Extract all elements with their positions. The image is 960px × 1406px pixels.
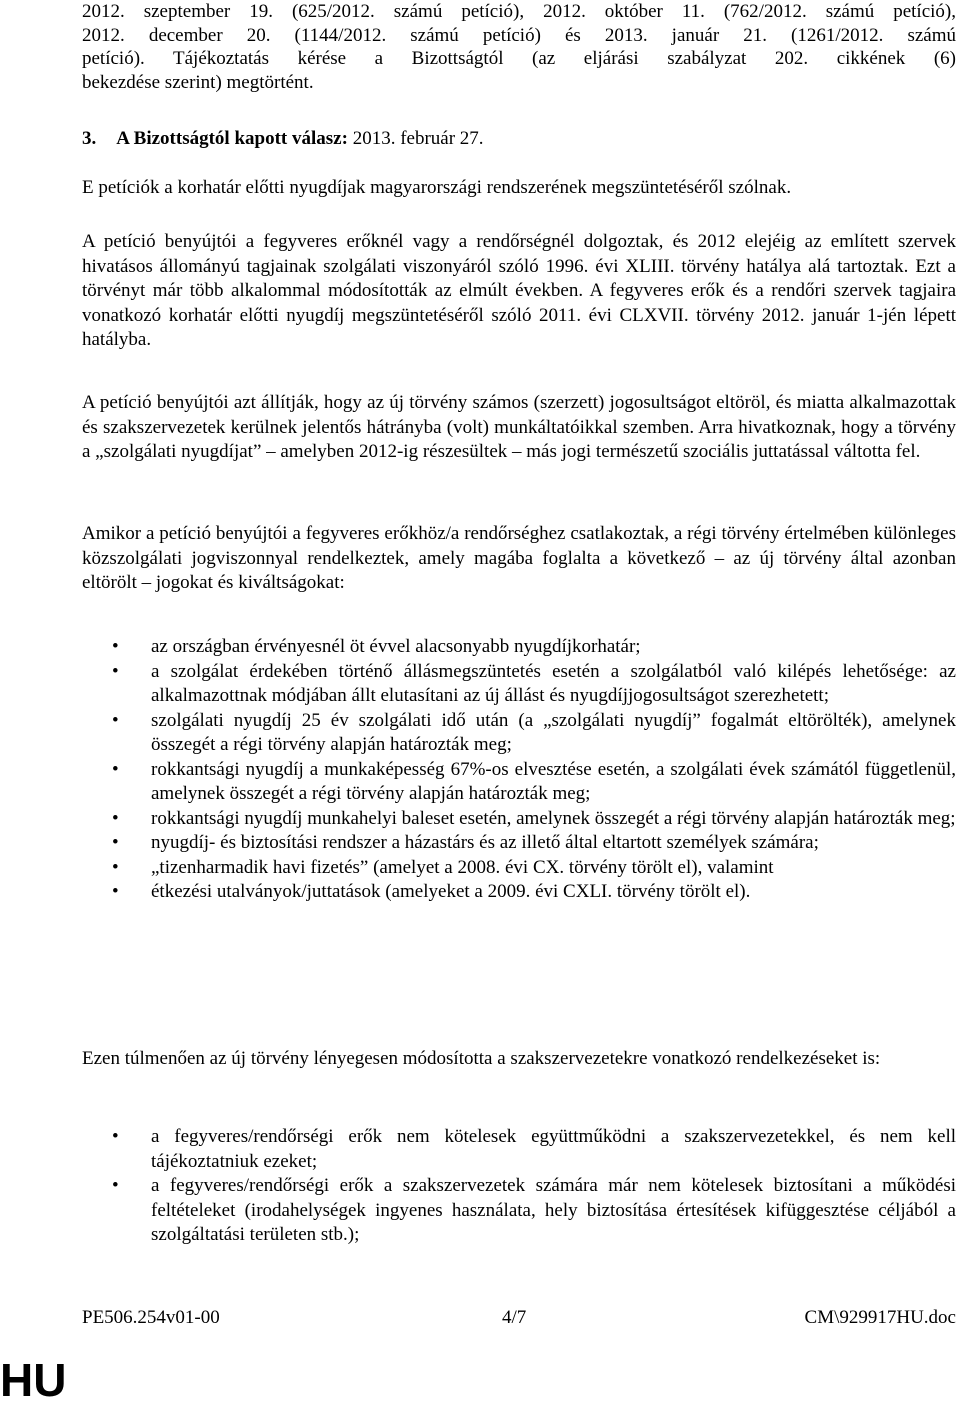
footer-page-number: 4/7 <box>502 1307 527 1328</box>
union-list <box>82 1125 956 1248</box>
paragraph-claims: A petíció benyújtói azt állítják, hogy az új törvény számos (szerzett) jogosultságot eltöröl, és miatta alkalmazottak és szakszervezetek kerülnek jelentős hátrányba (volt) munkáltatóikkal szemben. Arra hivatkoznak, hogy a törvény a „szolgálati nyugdíjat” – amelyben 2012-ig részesültek – más jogi természetű szociális juttatással váltotta fel. <box>82 392 956 462</box>
paragraph-background: A petíció benyújtói a fegyveres erőknél vagy a rendőrségnél dolgoztak, és 2012 elejéig az említett szervek hivatásos állományú tagjainak szolgálati viszonyáról szóló 1996. évi XLIII. törvény hatálya alá tartoztak. Ezt a törvényt már több alkalommal módosították az elmúlt években. A fegyveres erők és a rendőri szervek tagjaira vonatkozó korhatár előtti nyugdíj megszüntetéséről szóló 2011. évi CLXVII. törvény 2012. január 1-jén lépett hatályba. <box>82 231 956 350</box>
language-tag: HU <box>0 1354 67 1406</box>
list-item: • szolgálati nyugdíj 25 év szolgálati idő után (a „szolgálati nyugdíj” fogalmát eltörölték), amelynek összegét a régi törvény alapján határozták meg; <box>82 709 956 758</box>
list-item: • rokkantsági nyugdíj a munkaképesség 67%-os elvesztése esetén, a szolgálati évek számától függetlenül, amelynek összegét a régi törvény alapján határozták meg; <box>82 758 956 807</box>
footer-file-ref: CM\929917HU.doc <box>804 1307 956 1328</box>
list-item: • rokkantsági nyugdíj munkahelyi baleset esetén, amelynek összegét a régi törvény alapján határozták meg; <box>82 807 956 832</box>
list-item: • „tizenharmadik havi fizetés” (amelyet a 2008. évi CX. törvény törölt el), valamint <box>82 856 956 881</box>
footer-doc-ref: PE506.254v01-00 <box>82 1307 220 1328</box>
list-item: • a fegyveres/rendőrségi erők nem kötelesek együttműködni a szakszervezetekkel, és nem kell tájékoztatniuk ezeket; <box>82 1125 956 1174</box>
section-heading <box>82 128 484 150</box>
list-item: • a fegyveres/rendőrségi erők a szakszervezetek számára már nem kötelesek biztosítani a működési feltételeket (irodahelységek ingyenes használata, hely biztosítása értesítések kifüggesztése céljából a szolgáltatási területen stb.); <box>82 1174 956 1248</box>
intro-line: 2012. december 20. (1144/2012. számú petíció) és 2013. január 21. (1261/2012. számú <box>82 24 956 46</box>
list-item: • a szolgálat érdekében történő állásmegszüntetés esetén a szolgálatból való kilépés lehetősége: az alkalmazottnak módjában állt elutasítani az új állást és nyugdíjjogosultságot szerezhetett; <box>82 660 956 709</box>
paragraph-rights: Amikor a petíció benyújtói a fegyveres erőkhöz/a rendőrséghez csatlakoztak, a régi törvény értelmében különleges közszolgálati jogviszonnyal rendelkeztek, amely magába foglalta a következő – az új törvény által azonban eltörölt – jogokat és kiváltságokat: <box>82 523 956 593</box>
section-label: A Bizottságtól kapott válasz: <box>116 128 348 149</box>
intro-line: 2012. szeptember 19. (625/2012. számú petíció), 2012. október 11. (762/2012. számú petíció), <box>82 1 956 22</box>
section-number: 3. <box>82 128 97 149</box>
list-item: • étkezési utalványok/juttatások (amelyeket a 2009. évi CXLI. törvény törölt el). <box>82 880 956 905</box>
intro-text <box>82 0 956 94</box>
intro-line: petíció). Tájékoztatás kérése a Bizottságtól (az eljárási szabályzat 202. cikkének (6) <box>82 48 956 69</box>
page-footer <box>82 1307 956 1331</box>
paragraph-subject: E petíciók a korhatár előtti nyugdíjak magyarországi rendszerének megszüntetéséről szólnak. <box>82 177 792 198</box>
list-item: • az országban érvényesnél öt évvel alacsonyabb nyugdíjkorhatár; <box>82 635 956 660</box>
paragraph-unions: Ezen túlmenően az új törvény lényegesen módosította a szakszervezetekre vonatkozó rendelkezéseket is: <box>82 1048 881 1069</box>
rights-list <box>82 635 956 905</box>
list-item: • nyugdíj- és biztosítási rendszer a házastárs és az illető által eltartott személyek számára; <box>82 831 956 856</box>
section-date: 2013. február 27. <box>352 128 484 149</box>
intro-line: bekezdése szerint) megtörtént. <box>82 71 314 93</box>
